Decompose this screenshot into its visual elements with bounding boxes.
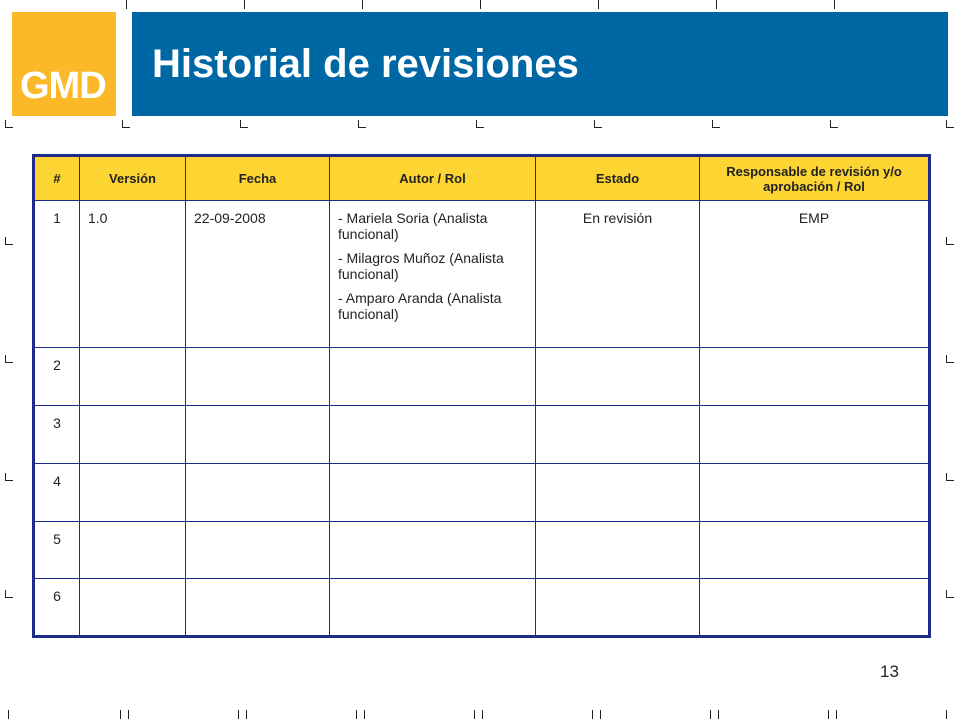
crop-mark	[474, 710, 475, 719]
crop-mark	[836, 710, 837, 719]
crop-mark	[240, 120, 248, 128]
author-entry: - Mariela Soria (Analista funcional)	[338, 210, 488, 242]
table-row	[34, 406, 930, 464]
crop-mark	[126, 0, 127, 9]
title-band	[132, 12, 948, 116]
author-entry: - Amparo Aranda (Analista funcional)	[338, 290, 502, 322]
cell-date	[186, 579, 330, 637]
table-header-row	[34, 156, 930, 201]
crop-mark	[946, 473, 954, 481]
cell-number: 2	[34, 348, 80, 406]
crop-mark	[5, 120, 13, 128]
crop-mark	[592, 710, 593, 719]
cell-date	[186, 521, 330, 579]
cell-version	[80, 406, 186, 464]
cell-number: 4	[34, 463, 80, 521]
crop-mark	[476, 120, 484, 128]
revision-history-table	[32, 154, 931, 638]
cell-status	[536, 579, 700, 637]
cell-author-role	[330, 579, 536, 637]
cell-date: 22-09-2008	[186, 201, 330, 348]
cell-status	[536, 406, 700, 464]
crop-mark	[244, 0, 245, 9]
crop-mark	[718, 710, 719, 719]
column-header-status: Estado	[536, 156, 700, 201]
cell-reviewer-role: EMP	[700, 201, 930, 348]
table-row	[34, 201, 930, 348]
table-row	[34, 521, 930, 579]
crop-mark	[598, 0, 599, 9]
column-header-reviewer-role: Responsable de revisión y/o aprobación / Rol	[700, 156, 930, 201]
crop-mark	[120, 710, 121, 719]
table-row	[34, 348, 930, 406]
crop-mark	[5, 237, 13, 245]
cell-version	[80, 579, 186, 637]
crop-mark	[122, 120, 130, 128]
crop-mark	[712, 120, 720, 128]
crop-mark	[946, 710, 947, 719]
cell-status	[536, 348, 700, 406]
cell-version	[80, 348, 186, 406]
crop-mark	[946, 355, 954, 363]
crop-mark	[356, 710, 357, 719]
cell-reviewer-role	[700, 463, 930, 521]
cell-status	[536, 463, 700, 521]
page-number: 13	[880, 662, 899, 681]
crop-mark	[238, 710, 239, 719]
crop-mark	[600, 710, 601, 719]
crop-mark	[946, 590, 954, 598]
cell-reviewer-role	[700, 406, 930, 464]
cell-number: 3	[34, 406, 80, 464]
crop-mark	[5, 590, 13, 598]
cell-number: 1	[34, 201, 80, 348]
crop-mark	[128, 710, 129, 719]
cell-author-role	[330, 201, 536, 348]
column-header-author-role: Autor / Rol	[330, 156, 536, 201]
logo-text: GMD	[20, 65, 106, 107]
crop-mark	[946, 120, 954, 128]
gmd-logo	[12, 12, 116, 116]
cell-status: En revisión	[536, 201, 700, 348]
column-header-version: Versión	[80, 156, 186, 201]
cell-version	[80, 463, 186, 521]
table-row	[34, 579, 930, 637]
cell-author-role	[330, 406, 536, 464]
crop-mark	[358, 120, 366, 128]
page-title: Historial de revisiones	[152, 42, 579, 86]
crop-mark	[8, 710, 9, 719]
author-entry: - Milagros Muñoz (Analista funcional)	[338, 250, 504, 282]
crop-mark	[362, 0, 363, 9]
crop-mark	[5, 473, 13, 481]
cell-author-role	[330, 348, 536, 406]
cell-reviewer-role	[700, 348, 930, 406]
crop-mark	[364, 710, 365, 719]
cell-author-role	[330, 521, 536, 579]
crop-mark	[5, 355, 13, 363]
cell-number: 5	[34, 521, 80, 579]
crop-mark	[828, 710, 829, 719]
crop-mark	[710, 710, 711, 719]
cell-date	[186, 406, 330, 464]
crop-mark	[594, 120, 602, 128]
cell-reviewer-role	[700, 521, 930, 579]
table-row	[34, 463, 930, 521]
crop-mark	[716, 0, 717, 9]
cell-version: 1.0	[80, 201, 186, 348]
cell-date	[186, 348, 330, 406]
crop-mark	[946, 237, 954, 245]
cell-version	[80, 521, 186, 579]
crop-mark	[830, 120, 838, 128]
column-header-number: #	[34, 156, 80, 201]
cell-status	[536, 521, 700, 579]
cell-reviewer-role	[700, 579, 930, 637]
column-header-date: Fecha	[186, 156, 330, 201]
cell-date	[186, 463, 330, 521]
crop-mark	[834, 0, 835, 9]
cell-number: 6	[34, 579, 80, 637]
crop-mark	[480, 0, 481, 9]
crop-mark	[482, 710, 483, 719]
crop-mark	[246, 710, 247, 719]
cell-author-role	[330, 463, 536, 521]
